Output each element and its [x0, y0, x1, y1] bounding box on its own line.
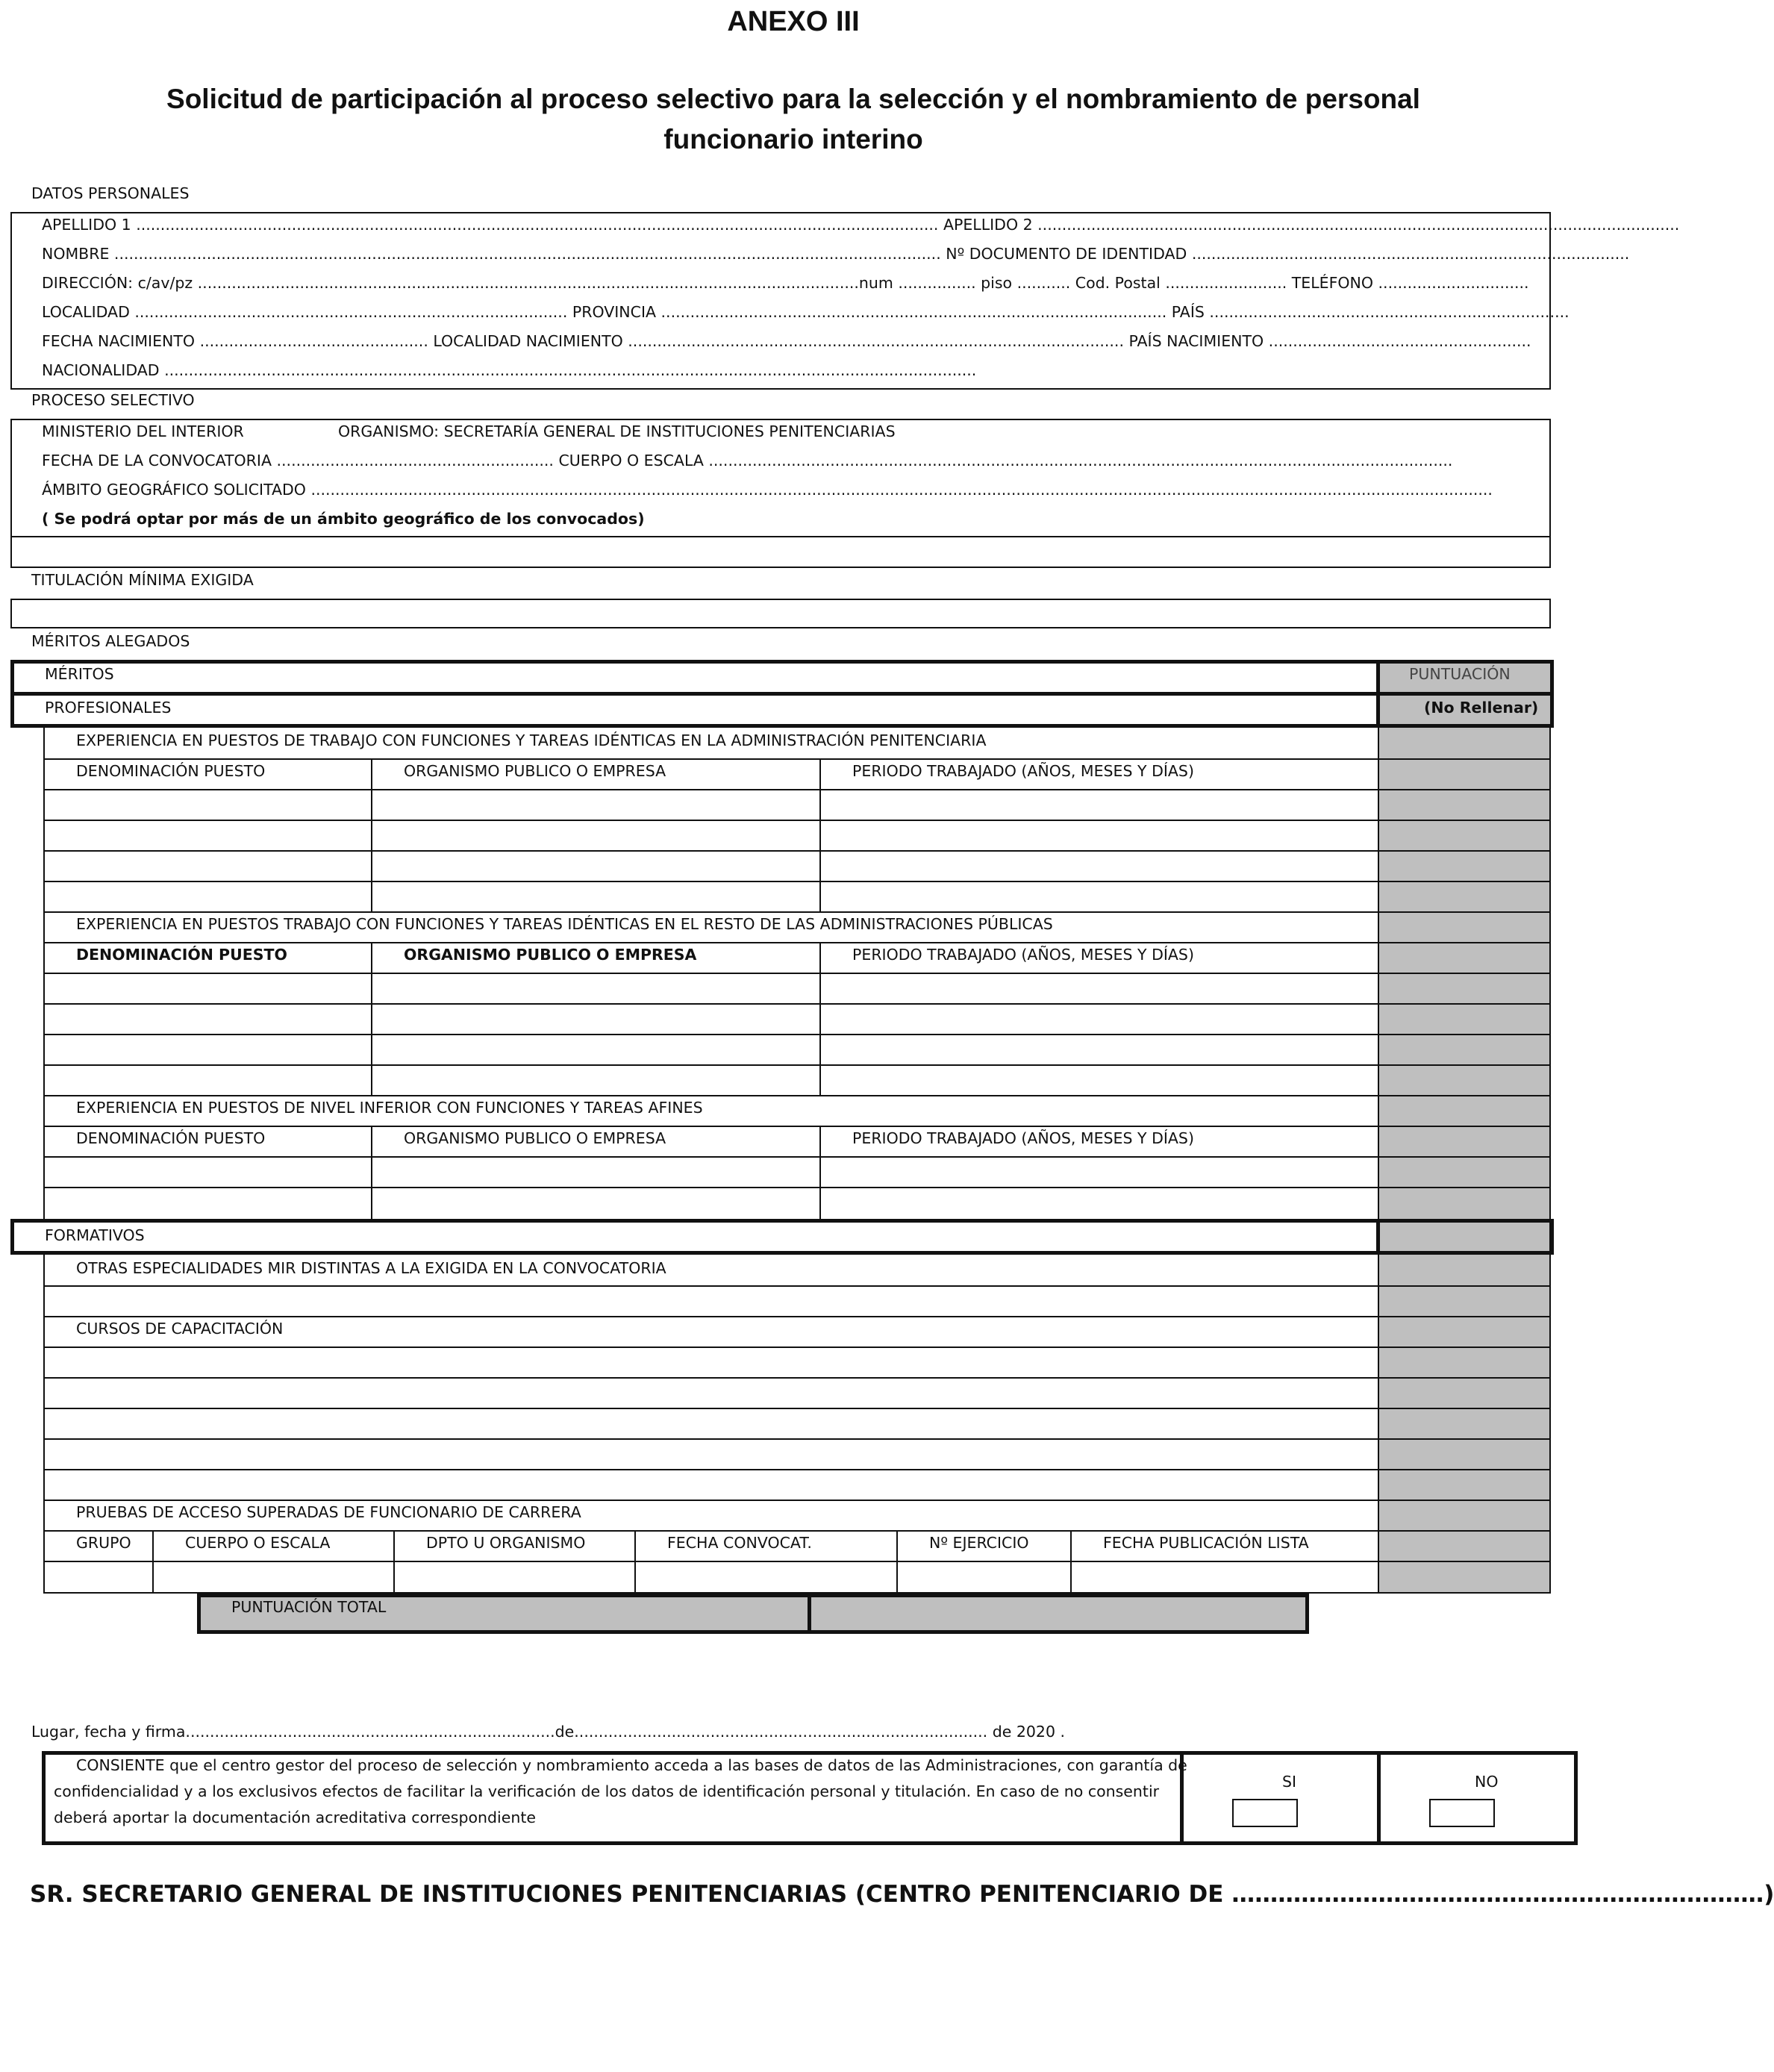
divider	[43, 1561, 1551, 1562]
divider	[43, 1034, 1551, 1035]
surname-fields[interactable]: APELLIDO 1 ..................................................................................................................................................................... APELLIDO 2 ....................................................................................................................................	[42, 216, 1680, 234]
consent-yes-checkbox[interactable]	[1232, 1799, 1298, 1827]
tests-col-department: DPTO U ORGANISMO	[426, 1534, 586, 1552]
divider	[896, 1530, 898, 1593]
geographic-note: ( Se podrá optar por más de un ámbito geográfico de los convocados)	[42, 510, 645, 528]
exp1-col-organism: ORGANISMO PUBLICO O EMPRESA	[404, 762, 666, 780]
divider	[43, 1285, 1551, 1287]
formative-header-row	[10, 1219, 1554, 1255]
divider	[43, 850, 1551, 852]
divider	[1549, 728, 1551, 1594]
divider	[371, 1126, 372, 1220]
tests-label: PRUEBAS DE ACCESO SUPERADAS DE FUNCIONARIO DE CARRERA	[76, 1503, 581, 1521]
divider	[43, 820, 1551, 821]
divider	[43, 728, 45, 1220]
professional-label: PROFESIONALES	[45, 699, 172, 717]
exp1-col-period: PERIODO TRABAJADO (AÑOS, MESES Y DÍAS)	[852, 762, 1194, 780]
exp1-col-position: DENOMINACIÓN PUESTO	[76, 762, 266, 780]
divider	[808, 1594, 811, 1634]
tests-col-body: CUERPO O ESCALA	[185, 1534, 331, 1552]
mir-label: OTRAS ESPECIALIDADES MIR DISTINTAS A LA EXIGIDA EN LA CONVOCATORIA	[76, 1259, 666, 1277]
divider	[1070, 1530, 1072, 1593]
tests-col-publication: FECHA PUBLICACIÓN LISTA	[1103, 1534, 1309, 1552]
divider	[43, 1530, 1551, 1532]
tests-col-group: GRUPO	[76, 1534, 131, 1552]
professional-header-row	[10, 692, 1554, 728]
geographic-area-field[interactable]: ÁMBITO GEOGRÁFICO SOLICITADO ...................................................................................................................................................................................................................................................	[42, 481, 1493, 499]
name-id-fields[interactable]: NOMBRE .......................................................................................................................................................................... Nº DOCUMENTO DE IDENTIDAD ..........................................................................................	[42, 245, 1630, 263]
tests-col-exercise: Nº EJERCICIO	[929, 1534, 1029, 1552]
titulacion-label: TITULACIÓN MÍNIMA EXIGIDA	[31, 571, 254, 589]
birth-fields[interactable]: FECHA NACIMIENTO ............................................... LOCALIDAD NACIMIENTO ...................................................................................................... PAÍS NACIMIENTO ......................................................	[42, 332, 1531, 350]
divider	[43, 1469, 1551, 1470]
divider	[371, 758, 372, 912]
score-label: PUNTUACIÓN	[1409, 665, 1511, 683]
divider	[152, 1530, 154, 1593]
exp2-col-position: DENOMINACIÓN PUESTO	[76, 946, 287, 964]
consent-text-line2: confidencialidad y a los exclusivos efectos de facilitar la verificación de los datos de identificación personal y titulación. En caso de no consentir	[54, 1782, 1160, 1800]
divider	[43, 1408, 1551, 1409]
divider	[43, 1347, 1551, 1348]
divider	[43, 758, 1551, 760]
divider	[43, 911, 1551, 913]
divider	[819, 758, 821, 912]
titulacion-input[interactable]	[10, 599, 1551, 628]
no-fill-label: (No Rellenar)	[1424, 699, 1539, 717]
organism-label: ORGANISMO: SECRETARÍA GENERAL DE INSTITUCIONES PENITENCIARIAS	[338, 422, 896, 440]
exp3-col-position: DENOMINACIÓN PUESTO	[76, 1129, 266, 1147]
form-title-line1: Solicitud de participación al proceso selectivo para la selección y el nombramiento de personal	[166, 84, 1420, 114]
courses-label: CURSOS DE CAPACITACIÓN	[76, 1320, 284, 1338]
divider	[819, 1126, 821, 1220]
divider	[43, 881, 1551, 882]
divider	[393, 1530, 395, 1593]
divider	[43, 1316, 1551, 1317]
exp3-col-period: PERIODO TRABAJADO (AÑOS, MESES Y DÍAS)	[852, 1129, 1194, 1147]
signature-line[interactable]: Lugar, fecha y firma............................................................................de..................................................................................... de 2020 .	[31, 1723, 1066, 1741]
ministry-label: MINISTERIO DEL INTERIOR	[42, 422, 244, 440]
divider	[43, 1254, 45, 1594]
divider	[43, 1003, 1551, 1005]
consent-no-label: NO	[1475, 1773, 1499, 1791]
consent-yes-label: SI	[1282, 1773, 1297, 1791]
divider	[1376, 660, 1380, 728]
process-section-label: PROCESO SELECTIVO	[31, 391, 195, 409]
consent-text-line3: deberá aportar la documentación acreditativa correspondiente	[54, 1809, 536, 1826]
divider	[43, 1187, 1551, 1188]
exp3-title: EXPERIENCIA EN PUESTOS DE NIVEL INFERIOR CON FUNCIONES Y TAREAS AFINES	[76, 1099, 703, 1117]
merits-section-label: MÉRITOS ALEGADOS	[31, 632, 190, 650]
divider	[819, 942, 821, 1096]
exp3-col-organism: ORGANISMO PUBLICO O EMPRESA	[404, 1129, 666, 1147]
nationality-field[interactable]: NACIONALIDAD .......................................................................................................................................................................	[42, 361, 977, 379]
divider	[634, 1530, 636, 1593]
formative-label: FORMATIVOS	[45, 1226, 145, 1244]
divider	[1377, 1751, 1381, 1845]
address-fields[interactable]: DIRECCIÓN: c/av/pz ........................................................................................................................................num ................ piso ........... Cod. Postal ......................... TELÉFONO ...............................	[42, 274, 1529, 292]
merits-header-row	[10, 660, 1554, 696]
divider	[371, 942, 372, 1096]
locality-fields[interactable]: LOCALIDAD ......................................................................................... PROVINCIA ........................................................................................................ PAÍS ..........................................................................	[42, 303, 1570, 321]
geographic-area-input[interactable]	[12, 537, 1549, 567]
divider	[43, 789, 1551, 790]
consent-text-line1: CONSIENTE que el centro gestor del proceso de selección y nombramiento acceda a las bases de datos de las Administraciones, con garantía de	[76, 1756, 1187, 1774]
divider	[43, 942, 1551, 943]
score-column	[1378, 661, 1551, 1594]
exp1-title: EXPERIENCIA EN PUESTOS DE TRABAJO CON FUNCIONES Y TAREAS IDÉNTICAS EN LA ADMINISTRACIÓN PENITENCIARIA	[76, 731, 987, 749]
addressee: SR. SECRETARIO GENERAL DE INSTITUCIONES PENITENCIARIAS (CENTRO PENITENCIARIO DE ……………………………………………………………)	[30, 1881, 1774, 1908]
divider	[43, 1438, 1551, 1440]
form-title-line2: funcionario interino	[663, 124, 923, 155]
divider	[43, 1095, 1551, 1096]
exp2-col-organism: ORGANISMO PUBLICO O EMPRESA	[404, 946, 697, 964]
convocation-fields[interactable]: FECHA DE LA CONVOCATORIA ......................................................... CUERPO O ESCALA .........................................................................................................................................................	[42, 452, 1453, 469]
divider	[43, 973, 1551, 974]
divider	[43, 1500, 1551, 1501]
divider	[43, 1126, 1551, 1127]
divider	[43, 1377, 1551, 1379]
divider	[1376, 1219, 1380, 1255]
exp2-title: EXPERIENCIA EN PUESTOS TRABAJO CON FUNCIONES Y TAREAS IDÉNTICAS EN EL RESTO DE LAS ADMINISTRACIONES PÚBLICAS	[76, 915, 1053, 933]
divider	[1378, 728, 1379, 1594]
total-score-field[interactable]	[813, 1597, 1305, 1630]
annex-title: ANEXO III	[727, 6, 860, 37]
consent-no-checkbox[interactable]	[1429, 1799, 1495, 1827]
tests-col-date: FECHA CONVOCAT.	[667, 1534, 812, 1552]
divider	[43, 1064, 1551, 1066]
exp2-col-period: PERIODO TRABAJADO (AÑOS, MESES Y DÍAS)	[852, 946, 1194, 964]
personal-section-label: DATOS PERSONALES	[31, 184, 190, 202]
merits-label: MÉRITOS	[45, 665, 114, 683]
total-score-label: PUNTUACIÓN TOTAL	[231, 1598, 387, 1616]
divider	[43, 1156, 1551, 1158]
